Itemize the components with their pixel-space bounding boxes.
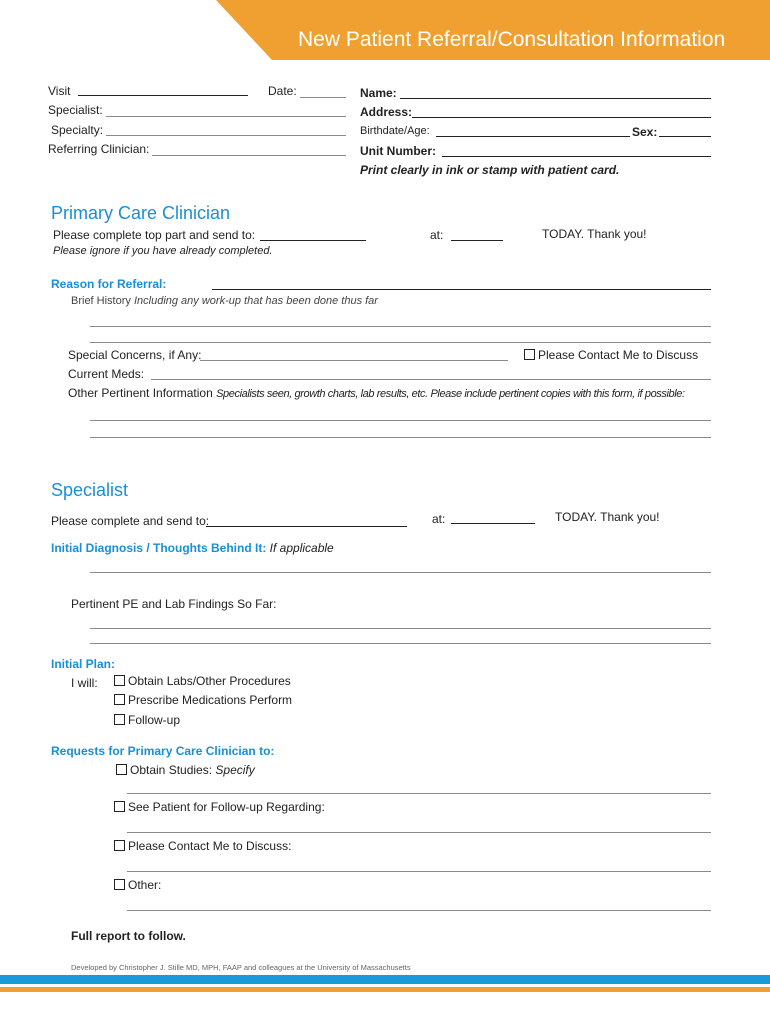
reason-field[interactable] (212, 289, 711, 290)
page-title: New Patient Referral/Consultation Information (298, 28, 726, 51)
plan-followup-checkbox[interactable] (114, 714, 125, 725)
spec-send-to-field[interactable] (206, 526, 407, 527)
req-other-checkbox[interactable] (114, 879, 125, 890)
unit-field[interactable] (442, 156, 711, 157)
concerns-label: Special Concerns, if Any: (68, 348, 202, 362)
meds-field[interactable] (151, 379, 711, 380)
footer-bar-blue (0, 975, 770, 984)
birthdate-field[interactable] (436, 136, 630, 137)
req-studies-label: Obtain Studies: (130, 763, 213, 777)
plan-followup-label: Follow-up (128, 713, 181, 727)
spec-at-label: at: (432, 512, 446, 526)
plan-meds-checkbox[interactable] (114, 694, 125, 705)
full-report-text: Full report to follow. (71, 929, 186, 943)
req-other-line[interactable] (127, 910, 711, 911)
pcc-send-to-field[interactable] (260, 240, 366, 241)
plan-item-labs[interactable] (114, 674, 291, 688)
req-studies-note: Specify (215, 763, 255, 777)
req-followup-row[interactable] (114, 800, 325, 814)
pe-line-1[interactable] (90, 628, 711, 629)
iwill-label: I will: (71, 676, 98, 690)
specialist-label: Specialist: (48, 103, 103, 117)
plan-label: Initial Plan: (51, 657, 116, 671)
footer-credit: Developed by Christopher J. Stille MD, MPH, FAAP and colleagues at the University of Massachusetts (71, 963, 411, 972)
req-other-label: Other: (128, 878, 162, 892)
diagnosis-label (51, 541, 334, 555)
plan-item-meds[interactable] (114, 693, 292, 707)
other-info-line-2[interactable] (90, 437, 711, 438)
brief-history-note: Including any work-up that has been done thus far (133, 295, 378, 307)
spec-today-text: TODAY. Thank you! (555, 510, 660, 524)
plan-labs-checkbox[interactable] (114, 675, 125, 686)
pcc-complete-label: Please complete top part and send to: (53, 228, 256, 242)
spec-at-field[interactable] (451, 523, 535, 524)
req-followup-line[interactable] (127, 832, 711, 833)
req-followup-checkbox[interactable] (114, 801, 125, 812)
req-contact-checkbox[interactable] (114, 840, 125, 851)
req-studies-line[interactable] (127, 793, 711, 794)
name-label: Name: (360, 86, 397, 100)
req-contact-line[interactable] (127, 871, 711, 872)
req-contact-row[interactable] (114, 839, 291, 853)
pe-line-2[interactable] (90, 643, 711, 644)
visit-label: Visit (48, 84, 71, 98)
pcc-at-field[interactable] (451, 240, 503, 241)
other-info-label (68, 386, 685, 400)
visit-field[interactable] (78, 95, 248, 96)
pcc-heading: Primary Care Clinician (51, 203, 231, 223)
diagnosis-note: If applicable (269, 541, 334, 555)
diagnosis-line[interactable] (90, 572, 711, 573)
contact-label: Please Contact Me to Discuss (538, 348, 699, 362)
pcc-ignore-note: Please ignore if you have already completed. (53, 245, 273, 257)
plan-labs-label: Obtain Labs/Other Procedures (128, 674, 291, 688)
unit-label: Unit Number: (360, 144, 436, 158)
concerns-field[interactable] (200, 360, 508, 361)
name-field[interactable] (400, 98, 711, 99)
pcc-today-text: TODAY. Thank you! (542, 227, 647, 241)
other-info-line-1[interactable] (90, 420, 711, 421)
reason-label: Reason for Referral: (51, 277, 167, 291)
diagnosis-text: Initial Diagnosis / Thoughts Behind It: (51, 541, 267, 555)
brief-history-line-1[interactable] (90, 326, 711, 327)
contact-checkbox-row[interactable] (524, 348, 698, 362)
date-label: Date: (268, 84, 297, 98)
referring-label: Referring Clinician: (48, 142, 150, 156)
other-info-text: Other Pertinent Information (68, 386, 213, 400)
print-note: Print clearly in ink or stamp with patient card. (360, 163, 620, 177)
plan-item-followup[interactable] (114, 713, 180, 727)
meds-label: Current Meds: (68, 367, 145, 381)
birthdate-label: Birthdate/Age: (360, 125, 430, 137)
sex-field[interactable] (659, 136, 711, 137)
plan-meds-label: Prescribe Medications Perform (128, 693, 293, 707)
req-followup-label: See Patient for Follow-up Regarding: (128, 800, 325, 814)
specialty-field[interactable] (106, 135, 346, 136)
sex-label: Sex: (632, 125, 658, 139)
other-info-note: Specialists seen, growth charts, lab results, etc. Please include pertinent copies with this form, if possible: (216, 388, 685, 400)
address-label: Address: (360, 105, 413, 119)
req-other-row[interactable] (114, 878, 161, 892)
pcc-at-label: at: (430, 228, 444, 242)
address-field[interactable] (412, 117, 711, 118)
requests-label: Requests for Primary Care Clinician to: (51, 744, 275, 758)
brief-history-text: Brief History (71, 295, 131, 307)
specialist-field[interactable] (106, 116, 346, 117)
brief-history-label (71, 295, 378, 307)
specialist-heading: Specialist (51, 480, 129, 500)
req-studies-checkbox[interactable] (116, 764, 127, 775)
footer-bar-orange (0, 987, 770, 992)
referring-field[interactable] (152, 155, 346, 156)
spec-complete-label: Please complete and send to: (51, 514, 210, 528)
contact-checkbox[interactable] (524, 349, 535, 360)
specialty-label: Specialty: (51, 123, 104, 137)
req-studies-row[interactable] (116, 763, 255, 777)
pe-label: Pertinent PE and Lab Findings So Far: (71, 597, 277, 611)
req-contact-label: Please Contact Me to Discuss: (128, 839, 292, 853)
brief-history-line-2[interactable] (90, 342, 711, 343)
date-field[interactable] (300, 97, 346, 98)
